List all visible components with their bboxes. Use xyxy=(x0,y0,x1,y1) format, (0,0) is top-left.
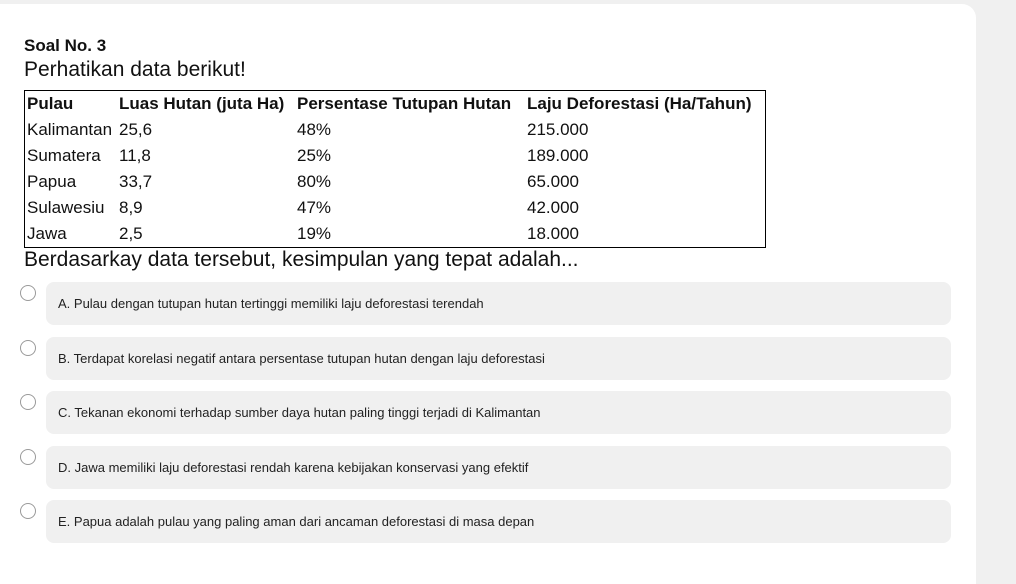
table-cell-laju: 215.000 xyxy=(527,120,589,139)
option-c-box[interactable] xyxy=(46,391,951,434)
option-a-box[interactable] xyxy=(46,282,951,325)
option-d[interactable] xyxy=(0,446,976,490)
table-cell-persentase: 47% xyxy=(297,198,332,217)
table-cell-pulau: Sulawesiu xyxy=(27,198,105,217)
table-cell-pulau: Papua xyxy=(27,172,77,191)
option-b-box[interactable] xyxy=(46,337,951,380)
table-cell-pulau: Jawa xyxy=(27,224,67,243)
table-row xyxy=(25,169,766,195)
option-d-box[interactable] xyxy=(46,446,951,489)
question-intro: Perhatikan data berikut! xyxy=(24,58,246,81)
question-prompt: Berdasarkay data tersebut, kesimpulan yang tepat adalah... xyxy=(24,248,579,271)
radio-button-b[interactable] xyxy=(20,340,36,356)
column-header-laju-deforestasi: Laju Deforestasi (Ha/Tahun) xyxy=(527,94,752,113)
option-c[interactable] xyxy=(0,391,976,435)
table-cell-persentase: 19% xyxy=(297,224,332,243)
table-cell-persentase: 25% xyxy=(297,146,332,165)
table-cell-persentase: 80% xyxy=(297,172,332,191)
option-b-label: B. Terdapat korelasi negatif antara persentase tutupan hutan dengan laju deforestasi xyxy=(58,351,545,366)
table-header-row xyxy=(25,91,766,118)
table-row xyxy=(25,221,766,248)
column-header-luas-hutan: Luas Hutan (juta Ha) xyxy=(119,94,285,113)
radio-button-d[interactable] xyxy=(20,449,36,465)
table-row xyxy=(25,143,766,169)
radio-button-a[interactable] xyxy=(20,285,36,301)
table-cell-luas: 2,5 xyxy=(119,224,143,243)
question-number: Soal No. 3 xyxy=(24,36,107,55)
table-row xyxy=(25,117,766,143)
option-c-label: C. Tekanan ekonomi terhadap sumber daya hutan paling tinggi terjadi di Kalimantan xyxy=(58,405,541,420)
table-cell-pulau: Kalimantan xyxy=(27,120,113,139)
option-d-label: D. Jawa memiliki laju deforestasi rendah karena kebijakan konservasi yang efektif xyxy=(58,460,529,475)
option-e[interactable] xyxy=(0,500,976,544)
table-cell-persentase: 48% xyxy=(297,120,332,139)
table-cell-luas: 25,6 xyxy=(119,120,153,139)
table-cell-laju: 42.000 xyxy=(527,198,579,217)
table-cell-pulau: Sumatera xyxy=(27,146,101,165)
column-header-persentase-tutupan: Persentase Tutupan Hutan xyxy=(297,94,512,113)
radio-button-e[interactable] xyxy=(20,503,36,519)
table-cell-luas: 11,8 xyxy=(119,146,151,165)
option-a[interactable] xyxy=(0,282,976,326)
data-table xyxy=(24,90,766,248)
column-header-pulau: Pulau xyxy=(27,94,74,113)
question-card xyxy=(0,4,976,584)
table-cell-laju: 189.000 xyxy=(527,146,589,165)
option-a-label: A. Pulau dengan tutupan hutan tertinggi memiliki laju deforestasi terendah xyxy=(58,296,484,311)
table-cell-laju: 18.000 xyxy=(527,224,579,243)
table-cell-luas: 8,9 xyxy=(119,198,143,217)
option-e-box[interactable] xyxy=(46,500,951,543)
option-b[interactable] xyxy=(0,337,976,381)
option-e-label: E. Papua adalah pulau yang paling aman dari ancaman deforestasi di masa depan xyxy=(58,514,535,529)
table-cell-laju: 65.000 xyxy=(527,172,579,191)
table-row xyxy=(25,195,766,221)
radio-button-c[interactable] xyxy=(20,394,36,410)
table-cell-luas: 33,7 xyxy=(119,172,153,191)
